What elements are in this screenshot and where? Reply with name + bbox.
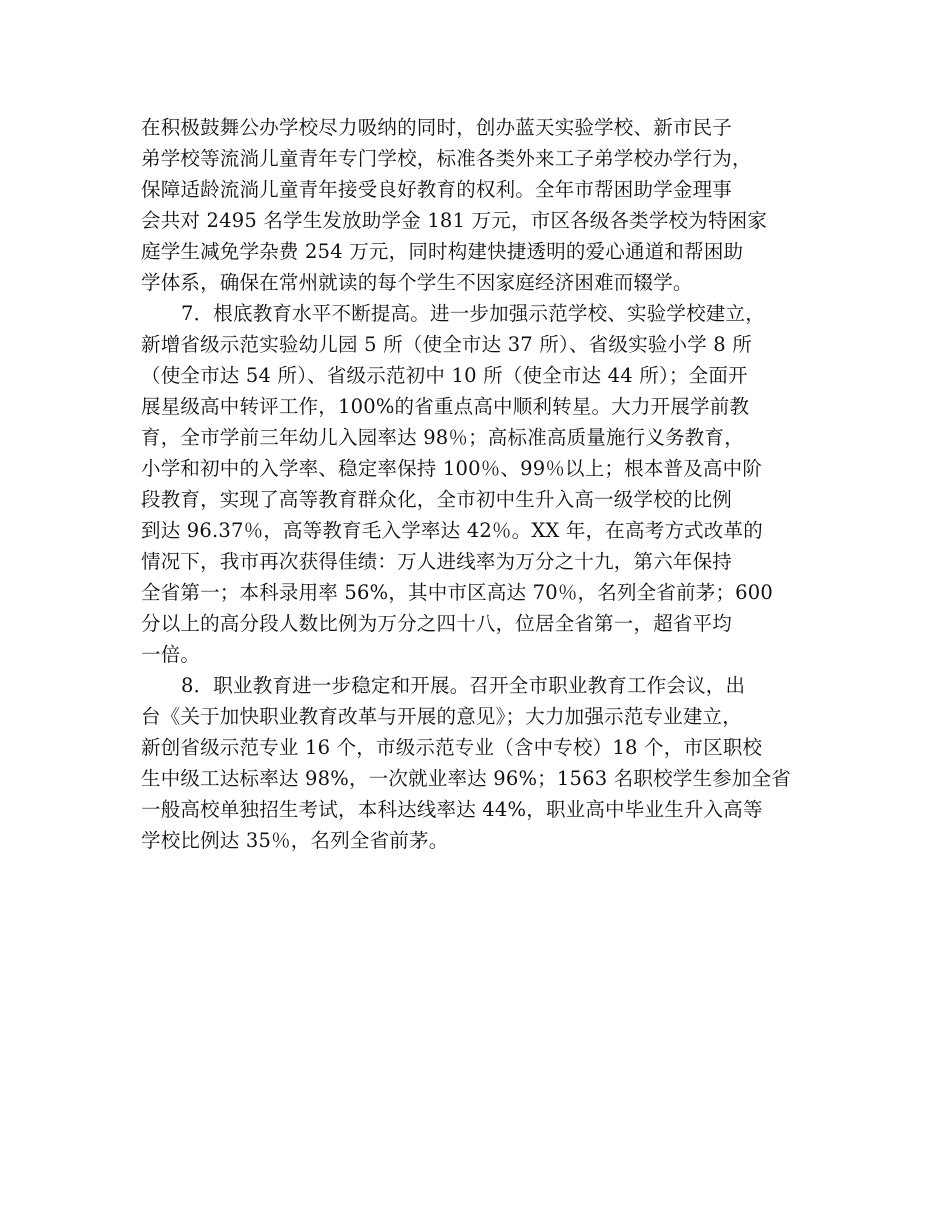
- text-line: 小学和初中的入学率、稳定率保持 100％、99％以上；根本普及高中阶: [141, 457, 763, 480]
- paragraph-vocational-education: [141, 670, 821, 856]
- text-line: 一般高校单独招生考试，本科达线率达 44%，职业高中毕业生升入高等: [141, 798, 763, 821]
- text-line: 段教育，实现了高等教育群众化，全市初中生升入高一级学校的比例: [141, 488, 733, 511]
- paragraph-migrant-education: [141, 112, 821, 298]
- text-line: 庭学生减免学杂费 254 万元，同时构建快捷透明的爱心通道和帮困助: [141, 240, 744, 263]
- document-body: [141, 112, 821, 856]
- text-line: 全省第一；本科录用率 56%，其中市区高达 70％，名列全省前茅；600: [141, 581, 773, 604]
- text-line: 7．根底教育水平不断提高。进一步加强示范学校、实验学校建立，: [181, 302, 765, 325]
- text-line: 情况下，我市再次获得佳绩：万人进线率为万分之十九，第六年保持: [141, 550, 733, 573]
- text-line: 台《关于加快职业教育改革与开展的意见》；大力加强示范专业建立，: [141, 705, 742, 728]
- text-line: 到达 96.37％，高等教育毛入学率达 42％。XX 年，在高考方式改革的: [141, 519, 763, 542]
- text-line: 学校比例达 35％，名列全省前茅。: [141, 829, 449, 852]
- text-line: （使全市达 54 所）、省级示范初中 10 所（使全市达 44 所）；全面开: [141, 364, 748, 387]
- text-line: 分以上的高分段人数比例为万分之四十八，位居全省第一，超省平均: [141, 612, 733, 635]
- text-line: 生中级工达标率达 98%，一次就业率达 96%；1563 名职校学生参加全省: [141, 767, 792, 790]
- text-line: 展星级高中转评工作，100%的省重点高中顺利转星。大力开展学前教: [141, 395, 750, 418]
- text-line: 新增省级示范实验幼儿园 5 所（使全市达 37 所）、省级实验小学 8 所: [141, 333, 752, 356]
- text-line: 保障适龄流淌儿童青年接受良好教育的权利。全年市帮困助学金理事: [141, 178, 733, 201]
- text-line: 一倍。: [141, 643, 201, 666]
- paragraph-basic-education: [141, 298, 821, 670]
- text-line: 会共对 2495 名学生发放助学金 181 万元，市区各级各类学校为特困家: [141, 209, 768, 232]
- text-line: 在积极鼓舞公办学校尽力吸纳的同时，创办蓝天实验学校、新市民子: [141, 116, 733, 139]
- text-line: 育，全市学前三年幼儿入园率达 98％；高标准高质量施行义务教育，: [141, 426, 744, 449]
- text-line: 8．职业教育进一步稳定和开展。召开全市职业教育工作会议，出: [181, 674, 746, 697]
- text-line: 学体系，确保在常州就读的每个学生不因家庭经济困难而辍学。: [141, 271, 693, 294]
- text-line: 新创省级示范专业 16 个，市级示范专业（含中专校）18 个，市区职校: [141, 736, 763, 759]
- text-line: 弟学校等流淌儿童青年专门学校，标准各类外来工子弟学校办学行为，: [141, 147, 752, 170]
